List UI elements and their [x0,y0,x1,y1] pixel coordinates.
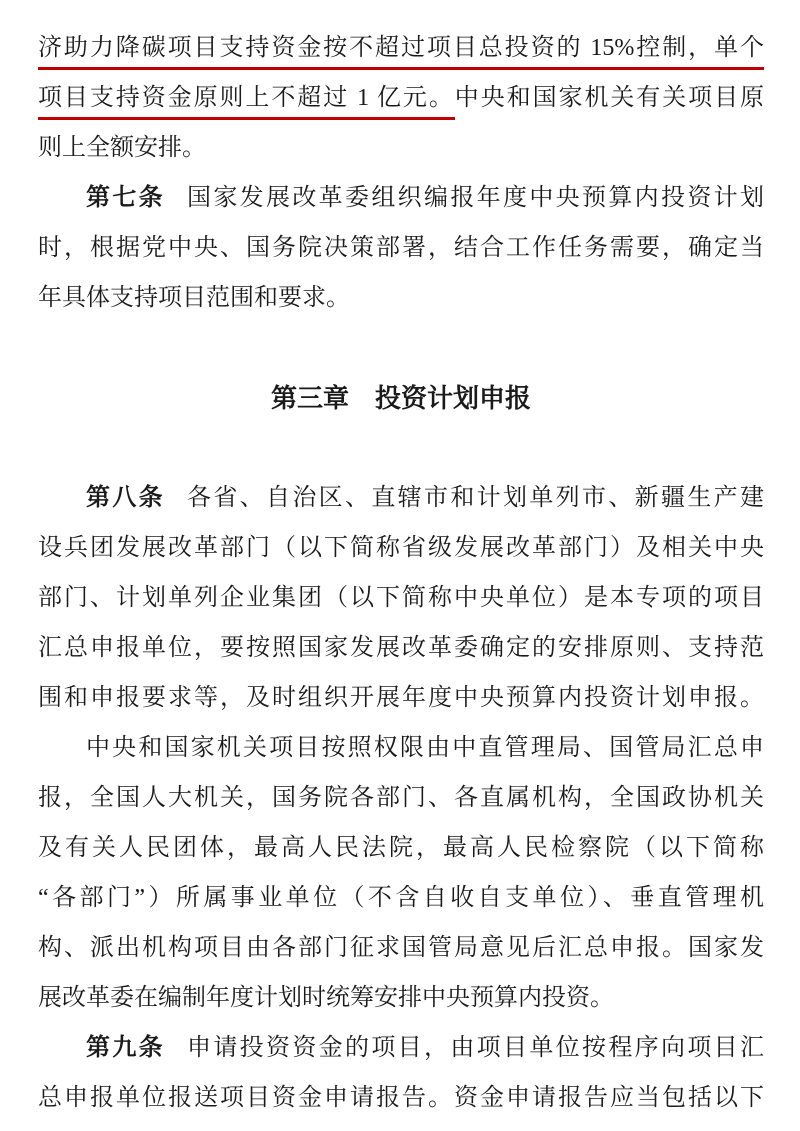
paragraph-line: 展改革委在编制年度计划时统筹安排中央预算内投资。 [38,985,614,1011]
paragraph-line: 则上全额安排。 [38,135,206,161]
paragraph-line: 设兵团发展改革部门（以下简称省级发展改革部门）及相关中央 [38,535,764,561]
article-label: 第九条 [86,1035,165,1061]
paragraph-line: 时，根据党中央、国务院决策部署，结合工作任务需要，确定当 [38,235,764,261]
paragraph-line [38,473,764,523]
blank-line [38,423,764,473]
article-label: 第八条 [86,485,165,511]
paragraph-line: 报，全国人大机关，国务院各部门、各直属机构，全国政协机关 [38,785,764,811]
article-label: 第七条 [86,185,165,211]
paragraph-line: “各部门”）所属事业单位（不含自收自支单位）、垂直管理机 [38,885,764,911]
paragraph-line: 中央和国家机关项目按照权限由中直管理局、国管局汇总申 [86,735,764,761]
paragraph-line: 及有关人民团体，最高人民法院，最高人民检察院（以下简称 [38,835,764,861]
paragraph-line: 构、派出机构项目由各部门征求国管局意见后汇总申报。国家发 [38,935,764,961]
paragraph-line [38,73,764,123]
body-text: 申请投资资金的项目，由项目单位按程序向项目汇 [187,1035,764,1061]
body-text: 国家发展改革委组织编报年度中央预算内投资计划 [187,185,764,211]
paragraph-line: 围和申报要求等，及时组织开展年度中央预算内投资计划申报。 [38,685,764,711]
paragraph-line [38,1023,764,1073]
paragraph-line [38,173,764,223]
blank-line [38,323,764,373]
chapter-heading: 第三章 投资计划申报 [270,383,531,413]
paragraph-line: 部门、计划单列企业集团（以下简称中央单位）是本专项的项目 [38,585,764,611]
red-underlined-text: 济助力降碳项目支持资金按不超过项目总投资的 15%控制，单个 [38,35,764,70]
body-text: 各省、自治区、直辖市和计划单列市、新疆生产建 [187,485,764,511]
paragraph-line [38,23,764,73]
paragraph-line: 总申报单位报送项目资金申请报告。资金申请报告应当包括以下 [38,1085,764,1111]
body-text: 中央和国家机关有关项目原 [454,85,764,111]
paragraph-line: 汇总申报单位，要按照国家发展改革委确定的安排原则、支持范 [38,635,764,661]
paragraph-line: 年具体支持项目范围和要求。 [38,285,350,311]
red-underlined-text: 项目支持资金原则上不超过 1 亿元。 [38,85,455,120]
